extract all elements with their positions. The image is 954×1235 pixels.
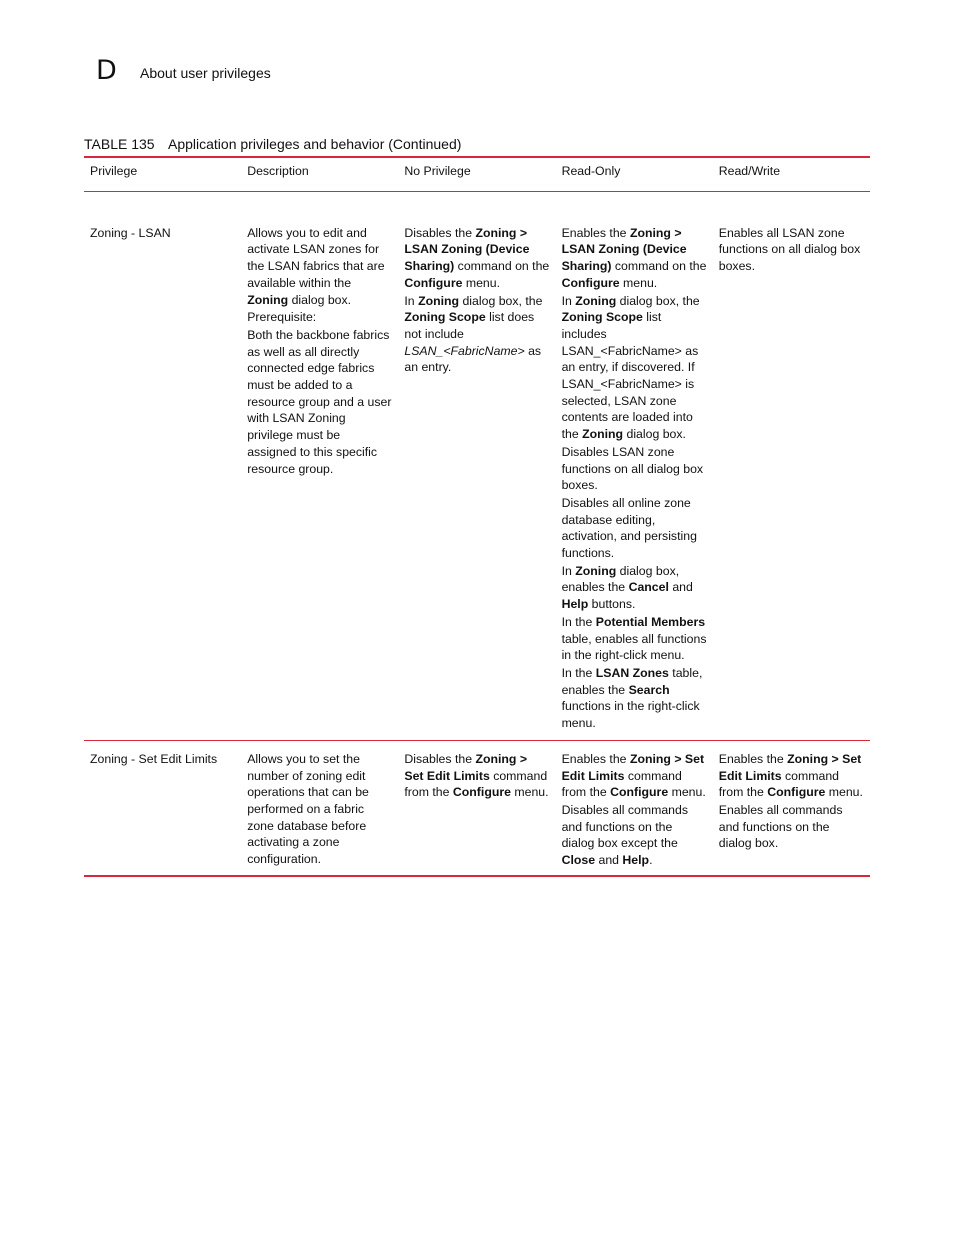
cell-paragraph: In Zoning dialog box, enables the Cancel and Help buttons. [561, 563, 693, 612]
cell-paragraph: Enables the Zoning > Set Edit Limits command from the Configure menu. [718, 751, 863, 800]
appendix-letter: D [96, 55, 117, 86]
cell-paragraph: In Zoning dialog box, the Zoning Scope list does not include LSAN_<FabricName> as an entry. [404, 293, 543, 375]
privileges-table [84, 156, 870, 877]
cell-paragraph: Disables all commands and functions on the dialog box except the Close and Help. [561, 802, 688, 868]
cell-paragraph: Enables all LSAN zone functions on all dialog box boxes. [718, 225, 861, 274]
column-header-privilege: Privilege [90, 164, 138, 178]
table-title: Application privileges and behavior (Continued) [168, 136, 462, 152]
cell-paragraph: Both the backbone fabrics as well as all directly connected edge fabrics must be added to a resource group and a user with LSAN Zoning privilege must be assigned to this specific resource group. [247, 327, 392, 476]
cell-paragraph: Disables all online zone database editing, activation, and persisting functions. [561, 495, 697, 561]
cell-paragraph: Enables all commands and functions on the dialog box. [718, 802, 843, 851]
cell-paragraph: Zoning - Set Edit Limits [90, 751, 218, 766]
column-header-read-only: Read-Only [561, 164, 621, 178]
cell-paragraph: In Zoning dialog box, the Zoning Scope list includes LSAN_<FabricName> as an entry, if discovered. If LSAN_<FabricName> is selected, LSAN zone contents are loaded into the Zoning dialog box. [561, 293, 700, 442]
table-row [84, 741, 870, 875]
table-label: TABLE 135 [84, 136, 155, 152]
cell-paragraph: Disables LSAN zone functions on all dialog box boxes. [561, 444, 704, 493]
cell-no-privilege [398, 741, 555, 875]
cell-paragraph: Enables the Zoning > LSAN Zoning (Device Sharing) command on the Configure menu. [561, 225, 707, 290]
cell-privilege [84, 192, 241, 740]
cell-read-only [556, 741, 713, 875]
column-header-read-write: Read/Write [718, 164, 781, 178]
cell-paragraph: Zoning - LSAN [90, 225, 171, 240]
cell-paragraph: In the Potential Members table, enables all functions in the right-click menu. [561, 614, 707, 663]
cell-paragraph: Allows you to edit and activate LSAN zones for the LSAN fabrics that are available within the Zoning dialog box. [247, 225, 385, 307]
cell-privilege [84, 741, 241, 875]
cell-paragraph: Allows you to set the number of zoning edit operations that can be performed on a fabric zone database before activating a zone configuration. [247, 751, 369, 867]
cell-paragraph: Disables the Zoning > LSAN Zoning (Device Sharing) command on the Configure menu. [404, 225, 550, 290]
cell-paragraph: Prerequisite: [247, 310, 317, 325]
cell-read-write [713, 741, 870, 875]
table-row [84, 192, 870, 740]
table-bottom-rule [84, 875, 870, 877]
cell-read-write [713, 192, 870, 740]
cell-description [241, 741, 398, 875]
table-body [84, 192, 870, 875]
cell-description [241, 192, 398, 740]
cell-read-only [556, 192, 713, 740]
cell-paragraph: Enables the Zoning > Set Edit Limits command from the Configure menu. [561, 751, 706, 800]
cell-paragraph: In the LSAN Zones table, enables the Search functions in the right-click menu. [561, 665, 703, 731]
table-header-row [84, 158, 870, 191]
cell-paragraph: Disables the Zoning > Set Edit Limits command from the Configure menu. [404, 751, 549, 800]
table-caption [84, 136, 461, 152]
cell-no-privilege [398, 192, 555, 740]
section-title: About user privileges [140, 65, 271, 81]
column-header-description: Description [247, 164, 309, 178]
column-header-no-privilege: No Privilege [404, 164, 471, 178]
